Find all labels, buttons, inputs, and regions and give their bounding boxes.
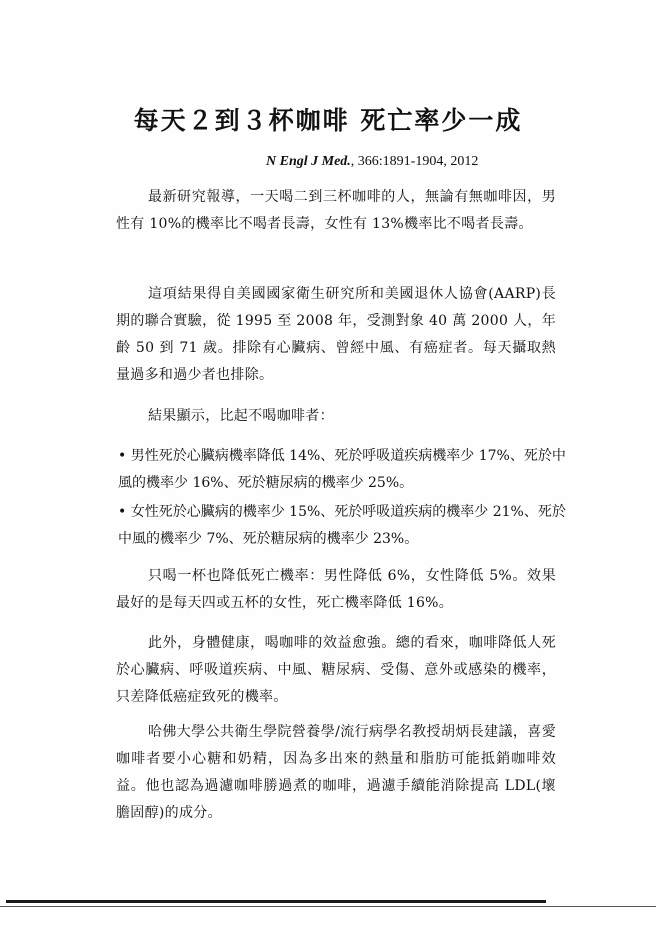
journal-name: N Engl J Med. (266, 154, 351, 169)
article-title: 每天２到３杯咖啡 死亡率少一成 (133, 106, 523, 135)
paragraph-harvard-advice: 哈佛大學公共衛生學院營養學/流行病學名教授胡炳長建議，喜愛咖啡者要小心糖和奶精，因為多出來的熱量和脂肪可能抵銷咖啡效益。他也認為過濾咖啡勝過煮的咖啡，過濾手續能消除提高 LDL(壞膽固醇)的成分。 (116, 724, 556, 821)
bullet-women-results: • 女性死於心臟病的機率少 15%、死於呼吸道疾病的機率少 21%、死於中風的機率少 7%、死於糖尿病的機率少 23%。 (118, 504, 566, 547)
bottom-rule (6, 900, 546, 903)
paragraph-results-intro: 結果顯示，比起不喝咖啡者： (148, 408, 334, 424)
paragraph-one-cup: 只喝一杯也降低死亡機率：男性降低 6%，女性降低 5%。效果最好的是每天四或五杯的女性，死亡機率降低 16%。 (116, 568, 556, 611)
journal-citation (266, 154, 478, 170)
bottom-rule-thin (0, 906, 656, 907)
paragraph-study-source: 這項結果得自美國國家衛生研究所和美國退休人協會(AARP)長期的聯合實驗，從 1995 至 2008 年，受測對象 40 萬 2000 人，年齡 50 到 71 歲。排除有心臟病、曾經中風、有癌症者。每天攝取熱量過多和過少者也排除。 (116, 286, 556, 383)
paragraph-health-benefits: 此外，身體健康，喝咖啡的效益愈強。總的看來，咖啡降低人死於心臟病、呼吸道疾病、中風、糖尿病、受傷、意外或感染的機率，只差降低癌症致死的機率。 (116, 635, 556, 705)
bullet-men-results: • 男性死於心臟病機率降低 14%、死於呼吸道疾病機率少 17%、死於中風的機率少 16%、死於糖尿病的機率少 25%。 (118, 448, 566, 491)
citation-details: , 366:1891-1904, 2012 (350, 154, 479, 169)
paragraph-intro: 最新研究報導，一天喝二到三杯咖啡的人，無論有無咖啡因，男性有 10%的機率比不喝者長壽，女性有 13%機率比不喝者長壽。 (116, 189, 556, 232)
